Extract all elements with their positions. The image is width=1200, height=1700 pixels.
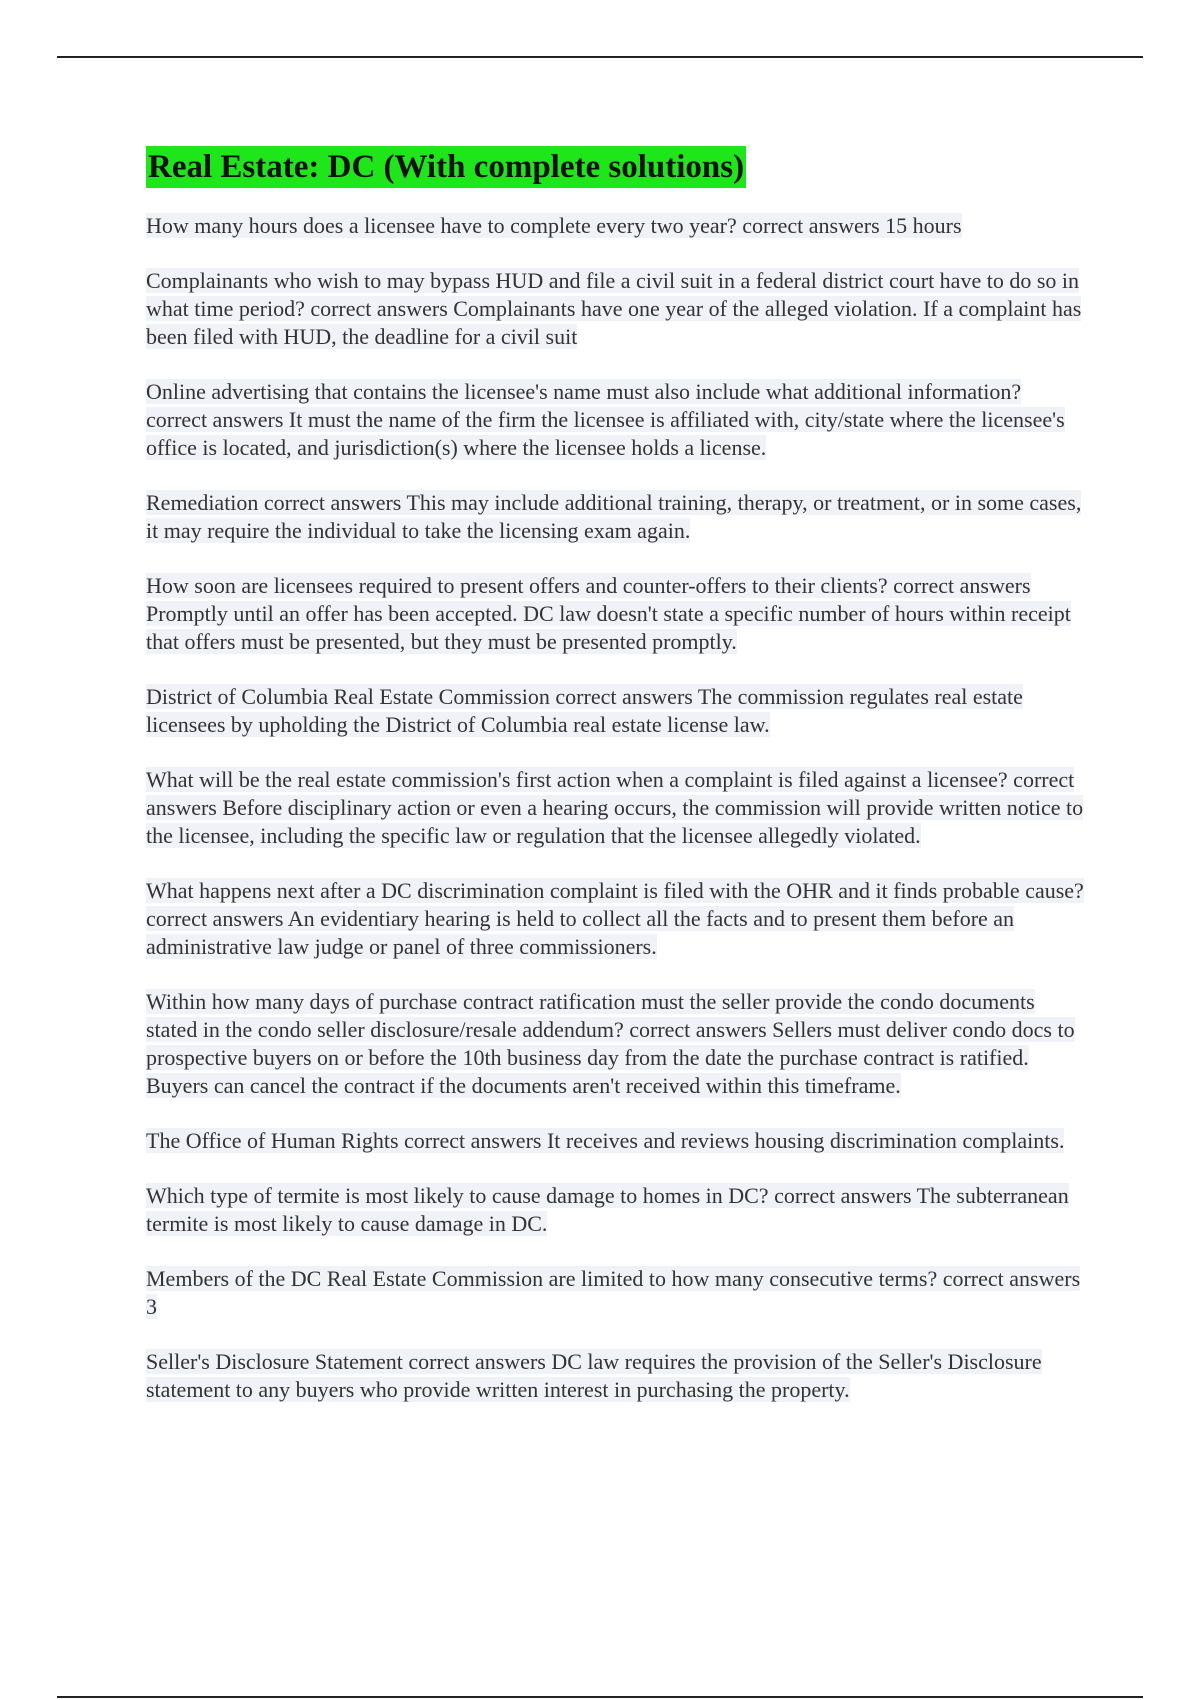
qa-entry — [146, 572, 1086, 656]
qa-entry-text: The Office of Human Rights correct answers It receives and reviews housing discrimination complaints. — [146, 1128, 1065, 1153]
qa-entry-text: Remediation correct answers This may include additional training, therapy, or treatment, or in some cases, it may require the individual to take the licensing exam again. — [146, 490, 1082, 543]
qa-entry — [146, 212, 1086, 240]
footer-rule — [57, 1696, 1143, 1698]
qa-entry — [146, 378, 1086, 462]
qa-entry — [146, 877, 1086, 961]
qa-entry — [146, 1127, 1086, 1155]
qa-entry — [146, 489, 1086, 545]
qa-entry-text: Members of the DC Real Estate Commission are limited to how many consecutive terms? correct answers 3 — [146, 1266, 1081, 1319]
qa-entry-text: What will be the real estate commission's first action when a complaint is filed against a licensee? correct answers Before disciplinary action or even a hearing occurs, the commission will provide written notice to the licensee, including the specific law or regulation that the licensee allegedly violated. — [146, 767, 1084, 848]
document-body — [146, 146, 1086, 1431]
qa-entry — [146, 1182, 1086, 1238]
qa-entry-text: How many hours does a licensee have to complete every two year? correct answers 15 hours — [146, 213, 962, 238]
qa-entry-text: What happens next after a DC discrimination complaint is filed with the OHR and it finds probable cause? correct answers An evidentiary hearing is held to collect all the facts and to present them before an administrative law judge or panel of three commissioners. — [146, 878, 1084, 959]
qa-entry — [146, 267, 1086, 351]
qa-entry-text: Seller's Disclosure Statement correct answers DC law requires the provision of the Seller's Disclosure statement to any buyers who provide written interest in purchasing the property. — [146, 1349, 1042, 1402]
document-title: Real Estate: DC (With complete solutions) — [146, 146, 746, 188]
qa-entry-text: Within how many days of purchase contract ratification must the seller provide the condo documents stated in the condo seller disclosure/resale addendum? correct answers Sellers must deliver condo docs to prospective buyers on or before the 10th business day from the date the purchase contract is ratified. Buyers can cancel the contract if the documents aren't received within this timeframe. — [146, 989, 1075, 1098]
qa-entry-text: Online advertising that contains the licensee's name must also include what additional information? correct answers It must the name of the firm the licensee is affiliated with, city/state where the licensee's office is located, and jurisdiction(s) where the licensee holds a license. — [146, 379, 1065, 460]
qa-entry — [146, 683, 1086, 739]
qa-entry — [146, 1348, 1086, 1404]
qa-entry-text: Which type of termite is most likely to cause damage to homes in DC? correct answers The subterranean termite is most likely to cause damage in DC. — [146, 1183, 1069, 1236]
qa-entry — [146, 766, 1086, 850]
qa-entry-text: How soon are licensees required to present offers and counter-offers to their clients? correct answers Promptly until an offer has been accepted. DC law doesn't state a specific number of hours within receipt that offers must be presented, but they must be presented promptly. — [146, 573, 1071, 654]
header-rule — [57, 56, 1143, 58]
qa-entry-text: Complainants who wish to may bypass HUD and file a civil suit in a federal district court have to do so in what time period? correct answers Complainants have one year of the alleged violation. If a complaint has been filed with HUD, the deadline for a civil suit — [146, 268, 1082, 349]
qa-entry — [146, 988, 1086, 1100]
qa-entry — [146, 1265, 1086, 1321]
qa-entry-text: District of Columbia Real Estate Commission correct answers The commission regulates real estate licensees by upholding the District of Columbia real estate license law. — [146, 684, 1023, 737]
